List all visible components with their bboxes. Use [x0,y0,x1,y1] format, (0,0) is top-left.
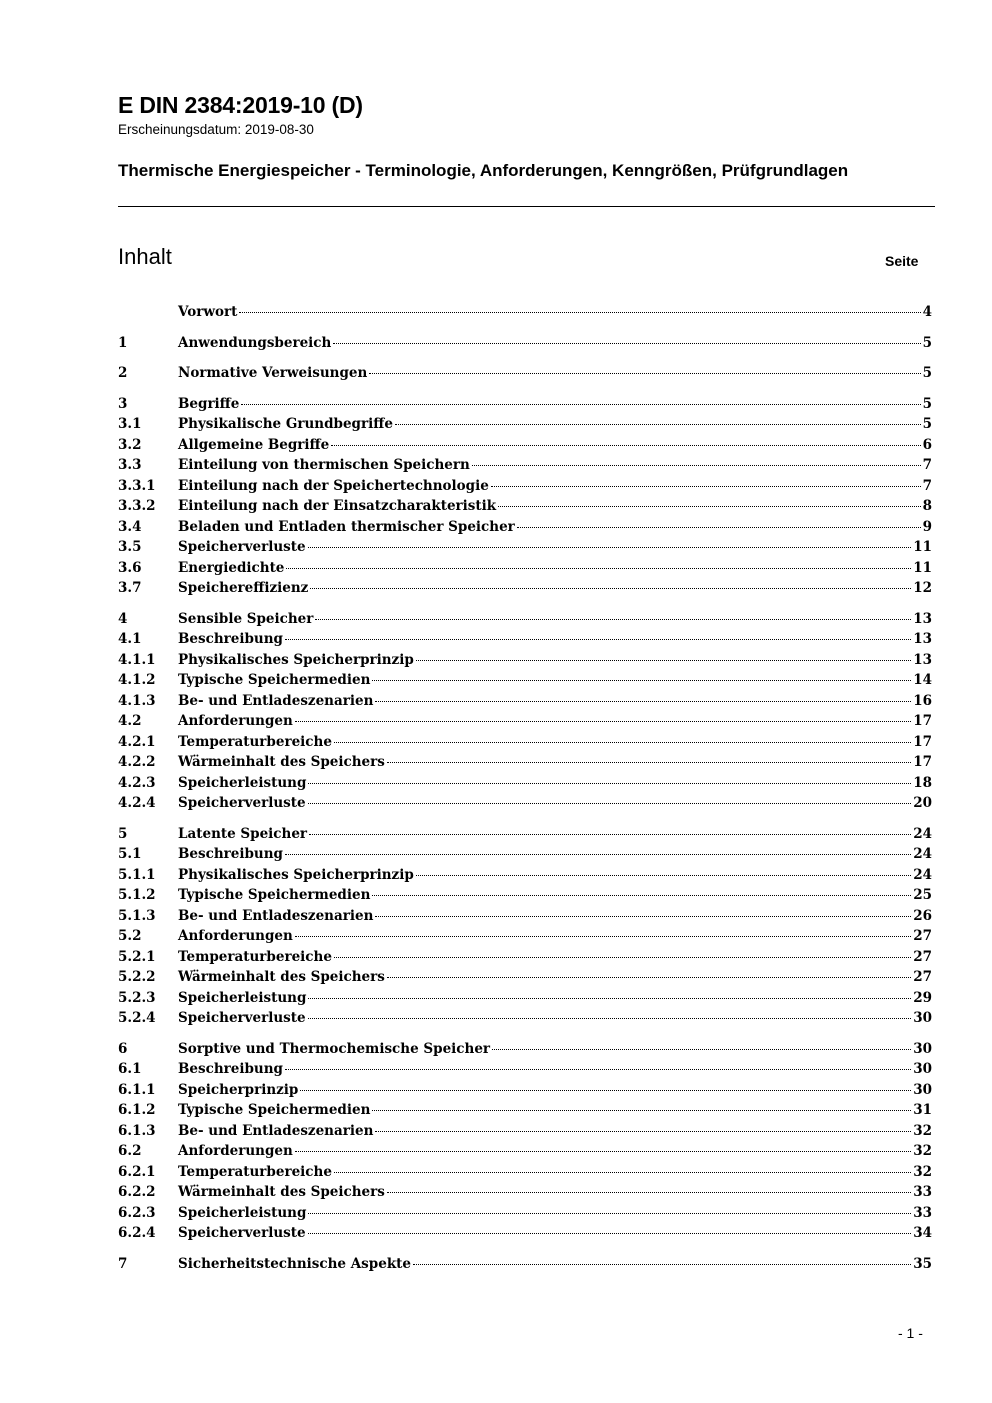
toc-dot-leader [239,312,920,313]
toc-entry-page: 6 [922,436,932,453]
toc-dot-leader [286,568,911,569]
toc-entry-page: 17 [913,754,932,770]
publication-date: Erscheinungsdatum: 2019-08-30 [118,122,314,137]
toc-entry-page: 16 [913,692,932,709]
toc-entry-number: 4.1.2 [118,672,156,688]
toc-entry-page: 30 [913,1040,932,1057]
toc-dot-leader [334,957,911,958]
toc-entry-number: 6 [118,1040,128,1057]
toc-entry-number: 6.2.1 [118,1163,156,1180]
toc-entry-number: 5.1.1 [118,866,156,883]
toc-dot-leader [310,588,911,589]
toc-dot-leader [372,1110,911,1111]
toc-entry[interactable] [118,394,932,415]
toc-entry-title: Beladen und Entladen thermischer Speicher [178,518,515,535]
toc-entry-number: 4.2 [118,713,142,729]
toc-entry-page: 5 [922,395,932,412]
toc-entry-title: Einteilung von thermischen Speichern [178,457,470,473]
toc-entry-page: 7 [922,457,932,473]
toc-dot-leader [491,486,921,487]
toc-entry[interactable] [118,926,932,947]
toc-entry-page: 25 [913,887,932,903]
toc-dot-leader [375,701,911,702]
toc-entry[interactable] [118,558,932,579]
toc-entry-number: 6.2.4 [118,1225,156,1241]
toc-entry-number: 3.1 [118,416,142,432]
toc-entry[interactable] [118,1059,932,1080]
toc-entry[interactable] [118,435,932,456]
toc-entry-title: Beschreibung [178,1061,283,1077]
toc-entry[interactable] [118,1121,932,1142]
toc-entry[interactable] [118,885,932,906]
toc-entry-number: 4.1.3 [118,692,156,709]
toc-entry[interactable] [118,609,932,630]
toc-entry-number: 3.3 [118,457,142,473]
toc-entry[interactable] [118,1039,932,1060]
toc-entry-number: 3.3.1 [118,477,156,494]
toc-entry[interactable] [118,1100,932,1121]
toc-entry-title: Typische Speichermedien [178,672,371,688]
toc-entry-title: Speicherleistung [178,774,307,791]
toc-entry[interactable] [118,363,932,384]
toc-dot-leader [315,619,911,620]
toc-entry-page: 5 [922,334,932,351]
toc-entry-page: 30 [913,1081,932,1098]
toc-dot-leader [333,343,920,344]
toc-dot-leader [517,527,921,528]
toc-entry-number: 6.2.3 [118,1204,156,1221]
toc-entry[interactable] [118,824,932,845]
toc-entry-title: Speicherleistung [178,1204,307,1221]
toc-entry-page: 11 [913,539,932,555]
toc-entry[interactable] [118,496,932,517]
toc-dot-leader [285,639,911,640]
toc-entry-number: 3 [118,395,128,412]
toc-entry-page: 13 [913,631,932,647]
toc-entry-page: 24 [913,846,932,862]
toc-dot-leader [369,373,920,374]
toc-entry-title: Be- und Entladeszenarien [178,907,374,924]
toc-dot-leader [308,1233,912,1234]
toc-entry-title: Speicherverluste [178,1225,306,1241]
document-id: E DIN 2384:2019-10 (D) [118,92,363,118]
toc-dot-leader [308,547,912,548]
toc-entry-number: 6.1.2 [118,1102,156,1118]
toc-entry-page: 32 [913,1163,932,1180]
toc-entry-title: Begriffe [178,395,240,412]
toc-entry-number: 2 [118,365,128,381]
toc-entry-title: Typische Speichermedien [178,1102,371,1118]
toc-entry-number: 1 [118,334,128,351]
toc-entry-number: 6.2.2 [118,1184,156,1200]
toc-entry-page: 32 [913,1143,932,1159]
toc-entry-page: 17 [913,713,932,729]
toc-entry-title: Anforderungen [178,713,293,729]
toc-dot-leader [334,1172,911,1173]
toc-entry-page: 34 [913,1225,932,1241]
toc-entry-page: 14 [913,672,932,688]
toc-entry[interactable] [118,476,932,497]
toc-entry-page: 20 [913,795,932,811]
toc-entry-number: 5.2 [118,928,142,944]
toc-dot-leader [308,783,911,784]
toc-entry-page: 24 [913,866,932,883]
toc-dot-leader [387,762,911,763]
toc-dot-leader [295,936,911,937]
toc-entry-title: Speicherprinzip [178,1081,299,1098]
toc-dot-leader [308,803,912,804]
toc-entry-title: Speicherverluste [178,1010,306,1026]
toc-entry-number: 3.2 [118,436,142,453]
toc-entry-number: 4.2.1 [118,733,156,750]
toc-entry-number: 5.2.1 [118,948,156,965]
toc-entry-title: Physikalisches Speicherprinzip [178,651,414,668]
toc-entry-number: 5.2.4 [118,1010,156,1026]
toc-entry-page: 17 [913,733,932,750]
toc-dot-leader [472,465,921,466]
toc-entry-number: 6.1 [118,1061,142,1077]
toc-dot-leader [395,424,921,425]
toc-entry-number: 5.1 [118,846,142,862]
toc-entry-number: 4 [118,610,128,627]
toc-dot-leader [372,895,911,896]
toc-entry[interactable] [118,691,932,712]
toc-entry-title: Anforderungen [178,1143,293,1159]
toc-entry-page: 35 [913,1255,932,1272]
toc-dot-leader [331,445,920,446]
toc-entry-page: 29 [913,989,932,1006]
toc-entry[interactable] [118,732,932,753]
toc-entry[interactable] [118,1223,932,1244]
toc-entry-number: 4.2.2 [118,754,156,770]
toc-entry-page: 5 [922,365,932,381]
toc-entry[interactable] [118,906,932,927]
toc-entry-number: 7 [118,1255,128,1272]
toc-dot-leader [309,834,911,835]
toc-dot-leader [387,977,911,978]
toc-entry-number: 3.5 [118,539,142,555]
toc-entry-number: 4.1 [118,631,142,647]
toc-entry-title: Be- und Entladeszenarien [178,1122,374,1139]
toc-entry[interactable] [118,752,932,773]
toc-entry-page: 31 [913,1102,932,1118]
toc-entry-title: Be- und Entladeszenarien [178,692,374,709]
toc-entry-page: 27 [913,948,932,965]
toc-entry-page: 26 [913,907,932,924]
toc-entry-page: 8 [922,498,932,514]
toc-entry[interactable] [118,1254,932,1275]
toc-entry-title: Wärmeinhalt des Speichers [178,754,385,770]
toc-entry-number: 6.2 [118,1143,142,1159]
toc-entry[interactable] [118,1008,932,1029]
toc-entry[interactable] [118,333,932,354]
toc-entry-title: Beschreibung [178,631,283,647]
toc-dot-leader [285,854,911,855]
toc-entry-page: 13 [913,610,932,627]
toc-entry-number: 3.4 [118,518,142,535]
toc-entry-number: 6.1.3 [118,1122,156,1139]
toc-entry-title: Wärmeinhalt des Speichers [178,1184,385,1200]
toc-entry-title: Physikalisches Speicherprinzip [178,866,414,883]
toc-dot-leader [375,1131,911,1132]
toc-entry[interactable] [118,650,932,671]
table-of-contents [118,302,932,1274]
toc-entry-title: Temperaturbereiche [178,733,332,750]
toc-entry-number: 3.3.2 [118,498,156,514]
toc-entry[interactable] [118,1182,932,1203]
toc-dot-leader [416,875,911,876]
toc-entry-page: 5 [922,416,932,432]
toc-heading: Inhalt [118,244,172,269]
toc-entry-number: 6.1.1 [118,1081,156,1098]
toc-entry-page: 30 [913,1010,932,1026]
toc-dot-leader [375,916,911,917]
toc-entry-title: Anforderungen [178,928,293,944]
toc-entry-title: Physikalische Grundbegriffe [178,416,393,432]
toc-entry[interactable] [118,670,932,691]
toc-entry[interactable] [118,1162,932,1183]
toc-entry-title: Temperaturbereiche [178,1163,332,1180]
toc-dot-leader [492,1049,911,1050]
toc-dot-leader [295,1151,911,1152]
toc-entry-page: 12 [913,580,932,596]
toc-dot-leader [334,742,911,743]
toc-entry-title: Normative Verweisungen [178,365,368,381]
toc-entry-number: 5.2.3 [118,989,156,1006]
toc-entry-number: 3.6 [118,559,142,576]
page-column-label: Seite [885,253,919,269]
toc-entry-title: Anwendungsbereich [178,334,332,351]
toc-entry[interactable] [118,517,932,538]
toc-entry[interactable] [118,967,932,988]
toc-entry-title: Wärmeinhalt des Speichers [178,969,385,985]
toc-entry-number: 4.2.3 [118,774,156,791]
toc-entry-number: 5 [118,825,128,842]
toc-entry-page: 7 [922,477,932,494]
toc-entry-title: Speichereffizienz [178,580,309,596]
page-number: - 1 - [898,1325,923,1341]
toc-entry-number: 5.1.2 [118,887,156,903]
toc-entry-page: 30 [913,1061,932,1077]
toc-entry[interactable] [118,1203,932,1224]
toc-entry-number: 4.2.4 [118,795,156,811]
toc-entry-title: Speicherleistung [178,989,307,1006]
toc-entry-page: 32 [913,1122,932,1139]
toc-entry-title: Speicherverluste [178,795,306,811]
toc-entry-page: 24 [913,825,932,842]
toc-entry-page: 18 [913,774,932,791]
toc-entry-title: Allgemeine Begriffe [178,436,330,453]
toc-entry-page: 13 [913,651,932,668]
toc-entry-title: Sensible Speicher [178,610,314,627]
toc-entry-number: 4.1.1 [118,651,156,668]
toc-entry-page: 27 [913,928,932,944]
toc-entry-title: Latente Speicher [178,825,308,842]
toc-entry-title: Einteilung nach der Einsatzcharakteristik [178,498,497,514]
toc-entry[interactable] [118,988,932,1009]
toc-entry[interactable] [118,844,932,865]
toc-entry[interactable] [118,793,932,814]
toc-dot-leader [300,1090,911,1091]
toc-entry-title: Beschreibung [178,846,283,862]
toc-entry-title: Sicherheitstechnische Aspekte [178,1255,411,1272]
toc-dot-leader [498,506,921,507]
toc-entry[interactable] [118,865,932,886]
toc-entry[interactable] [118,302,932,323]
toc-entry[interactable] [118,1141,932,1162]
toc-entry-title: Energiedichte [178,559,285,576]
toc-entry-page: 9 [922,518,932,535]
toc-entry-title: Typische Speichermedien [178,887,371,903]
title-divider [118,206,935,207]
toc-entry-number: 5.2.2 [118,969,156,985]
toc-entry[interactable] [118,773,932,794]
document-title: Thermische Energiespeicher - Terminologie, Anforderungen, Kenngrößen, Prüfgrundlagen [118,161,849,180]
toc-entry-page: 33 [913,1184,932,1200]
toc-dot-leader [295,721,911,722]
toc-entry-title: Vorwort [178,304,238,320]
toc-entry-title: Speicherverluste [178,539,306,555]
toc-entry-title: Sorptive und Thermochemische Speicher [178,1040,491,1057]
toc-entry[interactable] [118,455,932,476]
toc-entry-page: 27 [913,969,932,985]
toc-dot-leader [285,1069,911,1070]
toc-dot-leader [241,404,920,405]
toc-dot-leader [387,1192,911,1193]
toc-entry-page: 4 [922,304,932,320]
toc-dot-leader [413,1264,911,1265]
toc-entry[interactable] [118,1080,932,1101]
toc-entry[interactable] [118,711,932,732]
toc-entry-number: 5.1.3 [118,907,156,924]
toc-dot-leader [308,1213,911,1214]
toc-entry-page: 33 [913,1204,932,1221]
toc-dot-leader [308,998,911,999]
toc-entry[interactable] [118,578,932,599]
toc-entry-number: 3.7 [118,580,142,596]
toc-entry-title: Temperaturbereiche [178,948,332,965]
toc-dot-leader [416,660,911,661]
toc-entry[interactable] [118,629,932,650]
toc-entry[interactable] [118,947,932,968]
toc-entry[interactable] [118,537,932,558]
toc-entry-page: 11 [913,559,932,576]
toc-entry-title: Einteilung nach der Speichertechnologie [178,477,489,494]
toc-dot-leader [308,1018,912,1019]
toc-entry[interactable] [118,414,932,435]
toc-dot-leader [372,680,911,681]
